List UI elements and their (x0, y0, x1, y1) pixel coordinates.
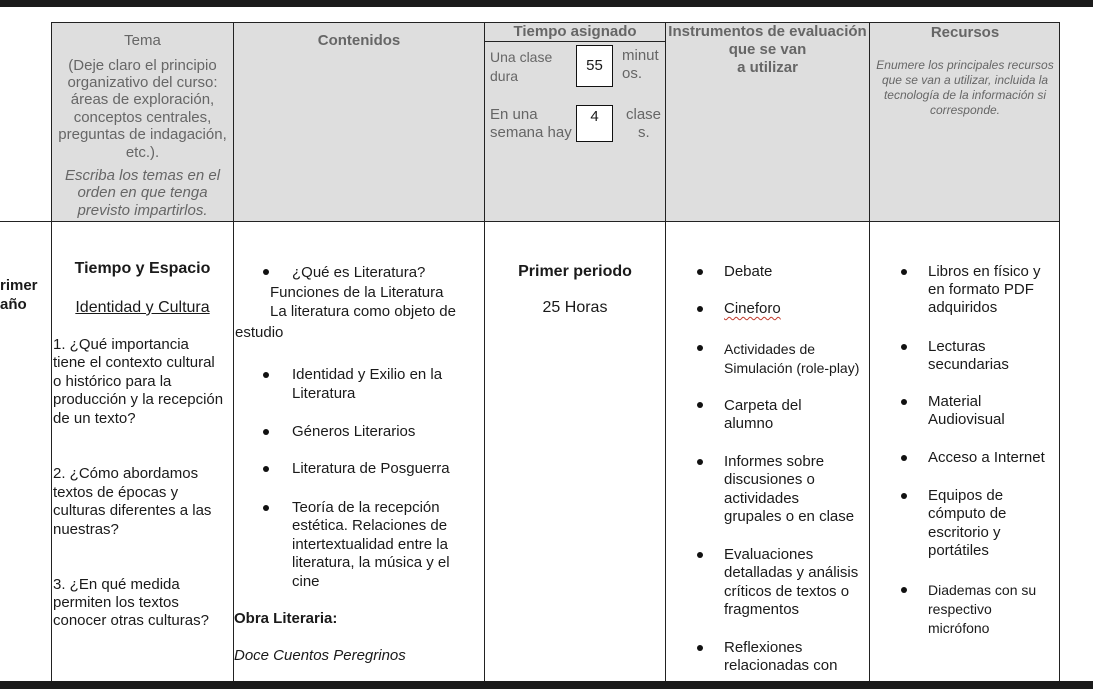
instrumento-item: Evaluaciones (724, 546, 814, 563)
contenido-item: Literatura de Posguerra (292, 460, 450, 477)
top-edge-bar (0, 0, 1093, 7)
clase-duration-number: 55 (586, 57, 603, 74)
header-cell-contenidos (234, 22, 484, 221)
tema-question-line: culturas diferentes a las (53, 502, 212, 519)
recursos-header-desc-line: tecnología de la información si (883, 88, 1047, 102)
instrumento-item: alumno (724, 415, 774, 432)
hours-label: 25 Horas (542, 299, 608, 316)
obra-literaria-title: Doce Cuentos Peregrinos (234, 647, 406, 664)
instrumento-item: Debate (724, 263, 773, 280)
bullet-icon (697, 269, 703, 275)
tema-question-line: textos de épocas y (53, 484, 179, 501)
instrumento-item: actividades (724, 490, 800, 507)
recurso-item: Diademas con su (928, 582, 1037, 598)
clase-duration-label: dura (490, 68, 519, 84)
tema-question-line: nuestras? (53, 521, 119, 538)
instrumento-item: detalladas y análisis (724, 564, 859, 581)
recurso-item: Audiovisual (928, 411, 1005, 428)
bullet-icon (263, 466, 269, 472)
tema-header-desc-line: áreas de exploración, (70, 91, 215, 108)
tema-header-desc-line: organizativo del curso: (67, 74, 218, 91)
tema-header-title: Tema (124, 32, 161, 49)
recurso-item: en formato PDF (928, 281, 1034, 298)
bullet-icon (901, 344, 907, 350)
tema-header-desc-line: preguntas de indagación, (58, 126, 227, 143)
instrumento-item: grupales o en clase (724, 508, 855, 525)
bullet-icon (697, 306, 703, 312)
instrumento-item: discusiones o (724, 471, 815, 488)
recursos-header-title: Recursos (930, 24, 1000, 41)
recurso-item: adquiridos (928, 299, 998, 316)
bullet-icon (901, 455, 907, 461)
semana-classes-label: En una (490, 106, 538, 123)
tema-title: Tiempo y Espacio (74, 260, 211, 277)
contenido-subline: estudio (235, 324, 284, 341)
bullet-icon (697, 459, 703, 465)
recursos-header-desc-line: corresponde. (929, 103, 1001, 117)
instrumento-item: relacionadas con (724, 657, 838, 674)
grid-line (665, 22, 666, 682)
instrumento-item: Cineforo (724, 300, 781, 317)
tema-question-line: tiene el contexto cultural (53, 354, 215, 371)
grid-line (0, 221, 1060, 222)
row-side-label: rimer (0, 277, 38, 294)
semana-classes-value (576, 105, 613, 142)
bullet-icon (697, 552, 703, 558)
recurso-item: Material (928, 393, 982, 410)
bullet-icon (697, 345, 703, 351)
instrumento-item: Reflexiones (724, 639, 803, 656)
contenido-item: cine (292, 573, 320, 590)
recurso-item: escritorio y (928, 524, 1001, 541)
header-cell-recursos (870, 22, 1060, 221)
tema-question-line: permiten los textos (53, 594, 179, 611)
recurso-item: Equipos de (928, 487, 1004, 504)
clase-duration-label: Una clase (490, 49, 553, 65)
semana-classes-unit: clase (626, 106, 662, 123)
clase-duration-unit: os. (622, 65, 643, 82)
tema-header-note-line: previsto impartirlos. (77, 202, 208, 219)
tema-header-note-line: Escriba los temas en el (64, 167, 221, 184)
instrumento-item: Carpeta del (724, 397, 802, 414)
instrumento-item: críticos de textos o (724, 583, 850, 600)
clase-duration-value (576, 45, 613, 87)
contenido-item: Identidad y Exilio en la (292, 366, 443, 383)
bullet-icon (901, 493, 907, 499)
contenido-item: Teoría de la recepción (292, 499, 440, 516)
recurso-item: Acceso a Internet (928, 449, 1045, 466)
grid-line (1059, 22, 1060, 682)
instrumentos-header-title: que se van (728, 41, 807, 58)
grid-line (233, 22, 234, 682)
contenido-item: literatura, la música y el (292, 554, 450, 571)
semana-classes-unit: s. (638, 124, 650, 141)
recurso-item: cómputo de (928, 505, 1007, 522)
recurso-item: Libros en físico y (928, 263, 1041, 280)
recurso-item: respectivo (928, 601, 992, 617)
instrumento-item: Actividades de (724, 341, 816, 357)
instrumento-item: Informes sobre (724, 453, 825, 470)
tema-subtitle: Identidad y Cultura (75, 299, 210, 316)
semana-classes-number: 4 (590, 108, 599, 125)
contenido-item: ¿Qué es Literatura? (292, 264, 426, 281)
contenido-item: intertextualidad entre la (292, 536, 448, 553)
contenido-item: estética. Relaciones de (292, 517, 448, 534)
grid-line (869, 22, 870, 682)
semana-classes-label: semana hay (490, 124, 572, 141)
tema-header-desc-line: (Deje claro el principio (68, 57, 217, 74)
tema-question-line: producción y la recepción (53, 391, 224, 408)
grid-line (484, 41, 666, 42)
period-label: Primer periodo (518, 263, 632, 280)
instrumentos-header-title: Instrumentos de evaluación (668, 23, 867, 40)
tiempo-header-title: Tiempo asignado (513, 23, 637, 40)
contenido-item: Géneros Literarios (292, 423, 416, 440)
recursos-header-desc-line: que se van a utilizar, incluida la (881, 73, 1049, 87)
tema-header-desc-line: etc.). (125, 144, 160, 161)
bullet-icon (697, 645, 703, 651)
bullet-icon (263, 429, 269, 435)
bullet-icon (263, 269, 269, 275)
recurso-item: micrófono (928, 620, 990, 636)
tema-question-line: o histórico para la (53, 373, 172, 390)
bullet-icon (901, 399, 907, 405)
tema-header-desc-line: conceptos centrales, (73, 109, 212, 126)
bullet-icon (263, 372, 269, 378)
clase-duration-unit: minut (622, 47, 659, 64)
bullet-icon (901, 587, 907, 593)
recurso-item: portátiles (928, 542, 989, 559)
bullet-icon (697, 402, 703, 408)
tema-question-line: 3. ¿En qué medida (53, 576, 180, 593)
recurso-item: secundarias (928, 356, 1009, 373)
grid-line (484, 22, 485, 682)
bullet-icon (263, 505, 269, 511)
tema-question-line: 2. ¿Cómo abordamos (53, 465, 199, 482)
contenido-subline: La literatura como objeto de (270, 303, 456, 320)
instrumento-item: fragmentos (724, 601, 800, 618)
tema-question-line: 1. ¿Qué importancia (53, 336, 189, 353)
bottom-edge-bar (0, 681, 1093, 689)
row-side-label: año (0, 296, 27, 313)
recurso-item: Lecturas (928, 338, 986, 355)
tema-header-note-line: orden en que tenga (77, 184, 208, 201)
tema-question-line: de un texto? (53, 410, 136, 427)
bullet-icon (901, 269, 907, 275)
contenido-item: Literatura (292, 385, 356, 402)
instrumento-item: Simulación (role-play) (724, 360, 860, 376)
instrumentos-header-title: a utilizar (737, 59, 798, 76)
recursos-header-desc-line: Enumere los principales recursos (876, 58, 1054, 72)
tema-question-line: conocer otras culturas? (53, 612, 209, 629)
contenidos-header-title: Contenidos (317, 32, 401, 49)
contenido-subline: Funciones de la Literatura (270, 284, 444, 301)
obra-literaria-label: Obra Literaria: (234, 610, 338, 627)
